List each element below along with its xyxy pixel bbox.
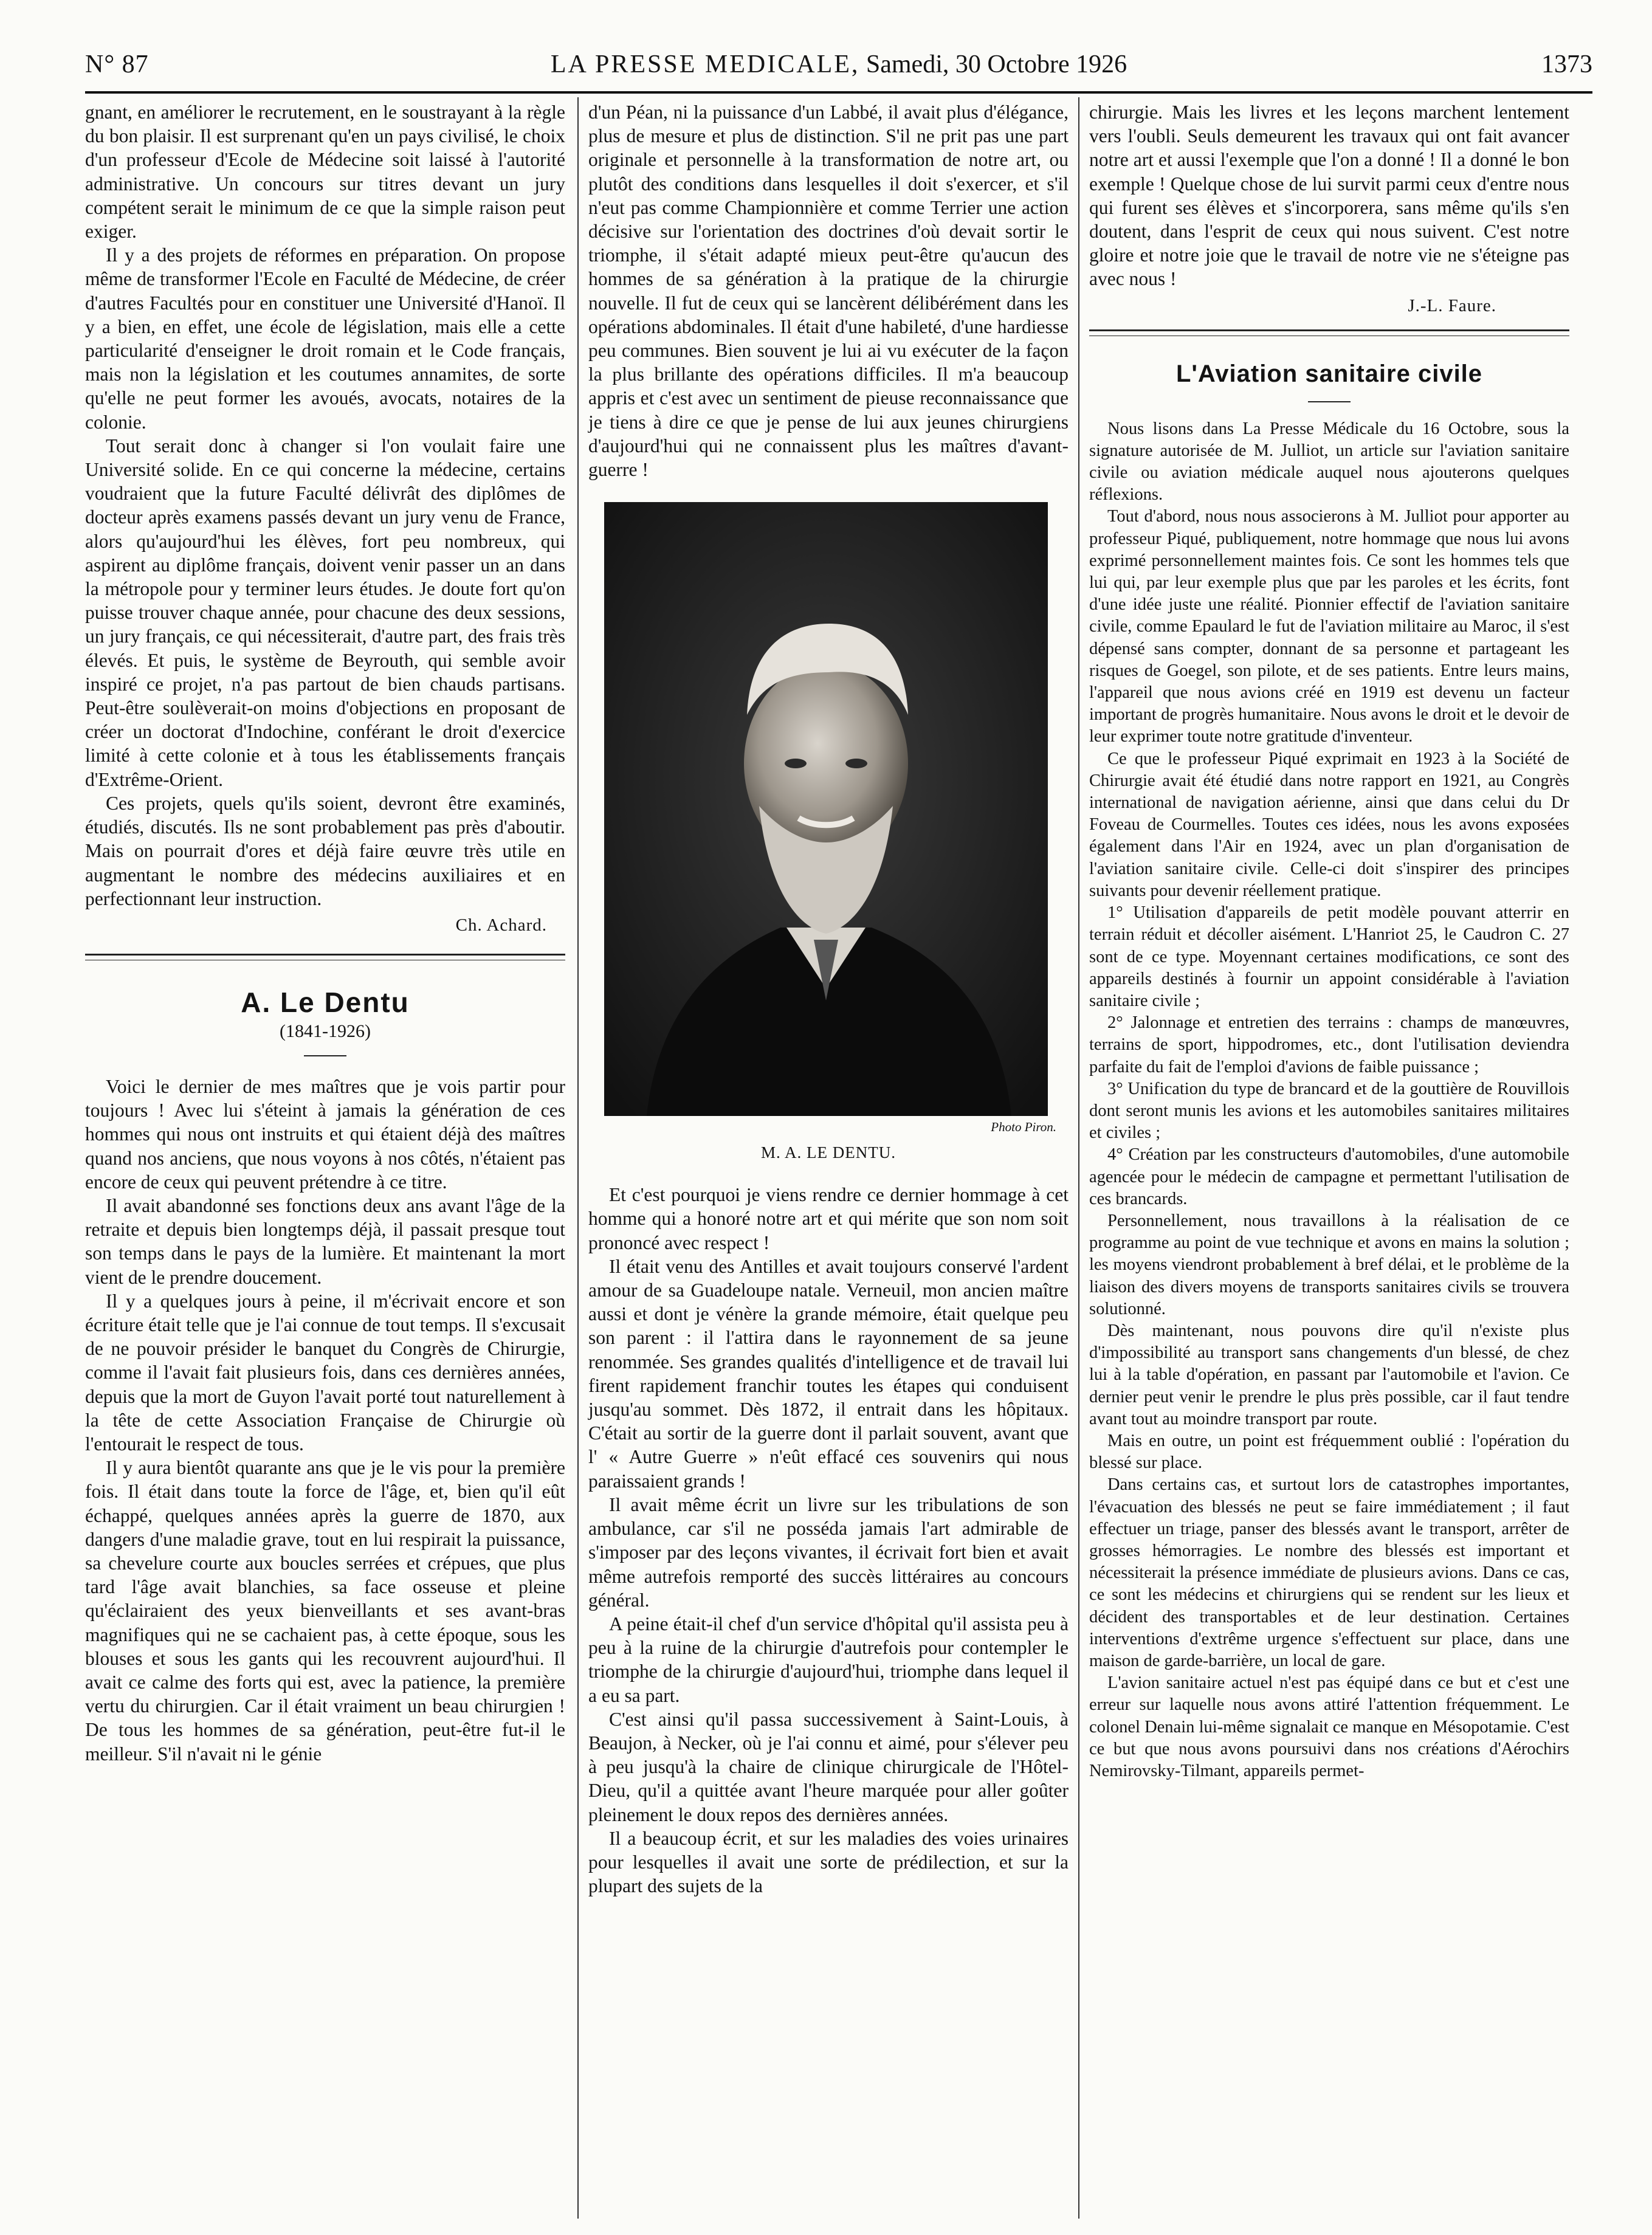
paragraph: Il avait abandonné ses fonctions deux ans avant l'âge de la retraite et depuis bien longtemps déjà, il passait presque tout son temps dans le pays de la lumière. Et maintenant la mort vient de le prendre doucement. xyxy=(85,1194,565,1288)
paragraph: gnant, en améliorer le recrutement, en le soustrayant à la règle du bon plaisir. Il est surprenant qu'en un pays civilisé, le choix d'un professeur d'Ecole de Médecine soit laissé à l'autorité administrative. Un concours sur titres devant un jury compétent serait le minimum de ce que la simple raison peut exiger. xyxy=(85,102,565,243)
list-item: 4° Création par les constructeurs d'automobiles, d'une automobile agencée pour le médecin de campagne et permettant l'utilisation de ces brancards. xyxy=(1089,1145,1569,1208)
publication-name: LA PRESSE MEDICALE, xyxy=(550,50,860,78)
paragraph: A peine était-il chef d'un service d'hôpital qu'il assista peu à peu à la ruine de la chirurgie d'autrefois pour contempler le triomphe de la chirurgie d'aujourd'hui, triomphe dans lequel il a eu sa part. xyxy=(588,1613,1069,1706)
paragraph: Et c'est pourquoi je viens rendre ce dernier hommage à cet homme qui a honoré notre art et qui mérite que son nom soit prononcé avec respect ! xyxy=(588,1184,1069,1253)
title-rule xyxy=(304,1055,346,1056)
paragraph: Tout d'abord, nous nous associerons à M. Julliot pour apporter au professeur Piqué, publiquement, notre hommage que nous lui avons exprimé personnellement maintes fois. Ce sont les hommes tels que lui qui, par leur exemple plus que par les paroles et les écrits, font d'une idée juste une réalité. Pionnier effectif de l'aviation sanitaire civile, comme Epaulard le fut de l'aviation militaire au Maroc, il s'est dépensé sans compter, donnant de sa personne et partageant les risques de Goegel, son pilote, et de ses patients. Entre leurs mains, l'appareil que nous avions créé en 1919 est devenu un facteur important de progrès humanitaire. Nous avons le droit et le devoir de leur exprimer toute notre gratitude d'inventeur. xyxy=(1089,507,1569,746)
paragraph: Il y aura bientôt quarante ans que je le vis pour la première fois. Il était dans toute la force de l'âge, et, bien qu'il eût échappé, quelques années après la guerre de 1870, aux dangers d'une maladie grave, tout en lui respirait la puissance, sa chevelure courte aux boucles serrées et crépues, que plus tard l'âge avait blanchies, sa face osseuse et pleine qu'éclairaient des yeux bienveillants et ses avant-bras magnifiques qui ne se cachaient pas, à cette époque, sous les blouses et sous les gants qui les recouvrent aujourd'hui. Il avait ce calme des forts qui est, avec la patience, la première vertu du chirurgien. Car il était vraiment un beau chirurgien ! De tous les hommes de sa génération, peut-être fut-il le meilleur. S'il n'avait ni le génie xyxy=(85,1457,565,1765)
list-item: 1° Utilisation d'appareils de petit modèle pouvant atterrir en terrain réduit et décoller aisément. L'Hanriot 25, le Caudron C. 27 sont de ce type. Moyennant certaines modifications, ce sont des appareils destinés à fournir un appoint considérable à l'aviation sanitaire civile ; xyxy=(1089,903,1569,1010)
paragraph: Ces projets, quels qu'ils soient, devront être examinés, étudiés, discutés. Ils ne sont probablement pas près d'aboutir. Mais on pourrait d'ores et déjà faire œuvre très utile en augmentant le nombre des médecins auxiliaires et en perfectionnant leur instruction. xyxy=(85,792,565,909)
paragraph: Nous lisons dans La Presse Médicale du 16 Octobre, sous la signature autorisée de M. Julliot, un article sur l'aviation sanitaire civile ou aviation médicale auquel nous ajouterons quelques réflexions. xyxy=(1089,419,1569,505)
column-3 xyxy=(1089,100,1569,1782)
paragraph: Il y a des projets de réformes en préparation. On propose même de transformer l'Ecole en Faculté de Médecine, de créer d'autres Facultés pour en constituer une Université d'Hanoï. Il y a bien, en effet, une école de législation, mais elle a cette particularité d'enseigner le droit romain et le Code français, mais non la législation et les coutumes annamites, de sorte qu'elle ne peut former les avoués, avocats, notaires de la colonie. xyxy=(85,244,565,433)
paragraph: Il avait même écrit un livre sur les tribulations de son ambulance, car s'il ne posséda jamais l'art admirable de s'imposer par des leçons vivantes, il écrivait fort bien et avait même autrefois remporté des succès littéraires au concours général. xyxy=(588,1493,1069,1611)
article-dates: (1841-1926) xyxy=(280,1021,371,1041)
list-item: 2° Jalonnage et entretien des terrains : champs de manœuvres, terrains de sport, hippodromes, etc., dont l'utilisation deviendra parfaite du fait de l'emploi d'avions de faible puissance ; xyxy=(1089,1013,1569,1076)
column-divider xyxy=(1078,97,1079,2219)
issue-date: Samedi, 30 Octobre 1926 xyxy=(866,50,1127,78)
column-2 xyxy=(588,100,1069,1898)
column-1 xyxy=(85,100,565,1766)
column-divider xyxy=(577,97,579,2219)
photo-caption: M. A. LE DENTU. xyxy=(761,1143,896,1162)
paragraph: Il était venu des Antilles et avait toujours conservé l'ardent amour de sa Guadeloupe natale. Verneuil, mon ancien maître aussi et dont je vénère la grande mémoire, était quelque peu son parent : il l'attira dans le rayonnement de sa jeune renommée. Ses grandes qualités d'intelligence et de travail lui firent rapidement franchir toutes les étapes qui conduisent jusqu'au sommet. Dès 1872, il entrait dans les hôpitaux. C'était au sortir de la guerre dont il parlait souvent, avant que l' « Autre Guerre » n'eût effacé ces souvenirs qui nous paraissaient grands ! xyxy=(588,1255,1069,1492)
paragraph: Personnellement, nous travaillons à la réalisation de ce programme au point de vue technique et avons en mains la solution ; les moyens viendront probablement à bref délai, et le problème de la liaison des divers moyens de transports sanitaires civils se trouvera solutionné. xyxy=(1089,1211,1569,1318)
paragraph: Ce que le professeur Piqué exprimait en 1923 à la Société de Chirurgie avait été étudié dans notre rapport en 1921, au Congrès international de navigation aérienne, ainsi que dans celui du Dr Foveau de Courmelles. Toutes ces idées, nous les avons exposées également dans l'Air en 1924, avec un plan d'organisation de l'aviation sanitaire civile. Celle-ci doit s'inspirer des principes suivants pour devenir réellement pratique. xyxy=(1089,749,1569,900)
paragraph: Dès maintenant, nous pouvons dire qu'il n'existe plus d'impossibilité au transport sans changements d'un blessé, de chez lui à la table d'opération, en passant par l'automobile et l'avion. Ce dernier peut venir le prendre le plus près possible, car il faut tendre avant tout au moindre transport par route. xyxy=(1089,1321,1569,1428)
section-rule xyxy=(1089,329,1569,336)
header-rule xyxy=(85,91,1592,94)
portrait-image xyxy=(604,502,1048,1116)
page-number: 1373 xyxy=(1541,50,1592,78)
article-title: A. Le Dentu xyxy=(241,986,410,1018)
paragraph: chirurgie. Mais les livres et les leçons marchent lentement vers l'oubli. Seuls demeurent les travaux qui ont fait avancer notre art et aussi l'exemple que l'on a donné ! Il a donné le bon exemple ! Quelque chose de lui survit parmi ceux d'entre nous qui furent ses élèves et s'incorporera, sans même qu'ils s'en doutent, dans l'esprit de ceux qui nous suivent. C'est notre gloire et notre joie que le travail de notre vie ne s'éteigne pas avec nous ! xyxy=(1089,102,1569,290)
masthead xyxy=(85,50,1592,79)
paragraph: d'un Péan, ni la puissance d'un Labbé, il avait plus d'élégance, plus de mesure et plus de distinction. S'il ne prit pas une part originale et personnelle à la transformation de notre art, ou plutôt des conditions dans lesquelles il doit s'exercer, et s'il n'eut pas comme Championnière et comme Terrier une action décisive sur l'orientation des doctrines d'où devait sortir le triomphe, il s'était adapté mieux peut-être qu'aucun des hommes de sa génération à la pratique de la chirurgie nouvelle. Il fut de ceux qui se lancèrent délibérément dans les opérations abdominales. Il était d'une habileté, d'une hardiesse peu communes. Bien souvent je lui ai vu exécuter de la façon la plus brillante des opérations difficiles. Il m'a beaucoup appris et c'est avec un sentiment de pieuse reconnaissance que je tiens à dire ce que je pense de lui aux jeunes chirurgiens d'aujourd'hui qui ne connaissent plus les maîtres d'avant-guerre ! xyxy=(588,102,1069,481)
title-rule xyxy=(1308,401,1351,402)
portrait-photo xyxy=(604,502,1048,1116)
page-header xyxy=(85,50,1592,86)
paragraph: Tout serait donc à changer si l'on voulait faire une Université solide. En ce qui concerne la médecine, certains voudraient que la future Faculté délivrât des diplômes de docteur après examens passés devant un jury venu de France, alors qu'aujourd'hui les élèves, fort peu nombreux, qui aspirent au diplôme français, doivent venir passer un an dans la métropole pour y terminer leurs études. Je doute fort qu'on puisse trouver chaque année, pour chacune des deux sessions, un jury français, ce qui nécessiterait, d'autre part, des frais très élevés. Et puis, le système de Beyrouth, qui semble avoir inspiré ce projet, n'a pas partout de bien chauds partisans. Peut-être soulèverait-on moins d'objections en proposant de créer un doctorat d'Indochine, conférant le droit d'exercice limité à cette colonie et à tous les établissements français d'Extrême-Orient. xyxy=(85,435,565,790)
author-signature: Ch. Achard. xyxy=(455,915,547,935)
photo-credit: Photo Piron. xyxy=(991,1120,1056,1135)
author-signature: J.-L. Faure. xyxy=(1408,295,1496,315)
section-rule xyxy=(85,954,565,960)
issue-number: N° 87 xyxy=(85,50,149,78)
paragraph: Il a beaucoup écrit, et sur les maladies des voies urinaires pour lesquelles il avait une sorte de prédilection, et sur la plupart des sujets de la xyxy=(588,1827,1069,1897)
list-item: 3° Unification du type de brancard et de la gouttière de Rouvillois dont seront munis les avions et les automobiles sanitaires militaires et civiles ; xyxy=(1089,1079,1569,1143)
paragraph: Dans certains cas, et surtout lors de catastrophes importantes, l'évacuation des blessés ne peut se faire immédiatement ; il faut effectuer un triage, panser des blessés avant le transport, arrêter de grosses hémorragies. Le nombre des blessés est important et nécessiterait la présence immédiate de plusieurs avions. Dans ce cas, ce sont les médecins et chirurgiens qui se rendent sur les lieux et décident des transportables et de leur destination. Certaines interventions d'extrême urgence s'effectuent sur place, dans une maison de garde-barrière, un local de gare. xyxy=(1089,1475,1569,1670)
paragraph: C'est ainsi qu'il passa successivement à Saint-Louis, à Beaujon, à Necker, où je l'ai connu et aimé, pour s'élever peu à peu jusqu'à la chaire de clinique chirurgicale de l'Hôtel-Dieu, qu'il a quittée avant l'heure marquée pour aller goûter pleinement le doux repos des dernières années. xyxy=(588,1708,1069,1825)
paragraph: Mais en outre, un point est fréquemment oublié : l'opération du blessé sur place. xyxy=(1089,1431,1569,1473)
article-title: L'Aviation sanitaire civile xyxy=(1175,360,1483,387)
paragraph: Voici le dernier de mes maîtres que je vois partir pour toujours ! Avec lui s'éteint à jamais la génération de ces hommes qui nous ont instruits et qui étaient déjà des maîtres quand nos anciens, que nous voyons à nos côtés, n'étaient pas encore de ceux qui peuvent prétendre à ce titre. xyxy=(85,1075,565,1193)
paragraph: Il y a quelques jours à peine, il m'écrivait encore et son écriture était telle que je l'ai connue de tout temps. Il s'excusait de ne pouvoir présider le banquet du Congrès de Chirurgie, comme il l'avait fait plusieurs fois, dans ces dernières années, depuis que la mort de Guyon l'avait porté tout naturellement à la tête de cette Association Française de Chirurgie où l'entourait le respect de tous. xyxy=(85,1290,565,1455)
paragraph: L'avion sanitaire actuel n'est pas équipé dans ce but et c'est une erreur sur laquelle nous avons attiré l'attention fréquemment. Le colonel Denain lui-même signalait ce manque en Mésopotamie. C'est ce but que nous avons poursuivi dans nos créations d'Aérochirs Nemirovsky-Tilmant, appareils permet- xyxy=(1089,1673,1569,1781)
